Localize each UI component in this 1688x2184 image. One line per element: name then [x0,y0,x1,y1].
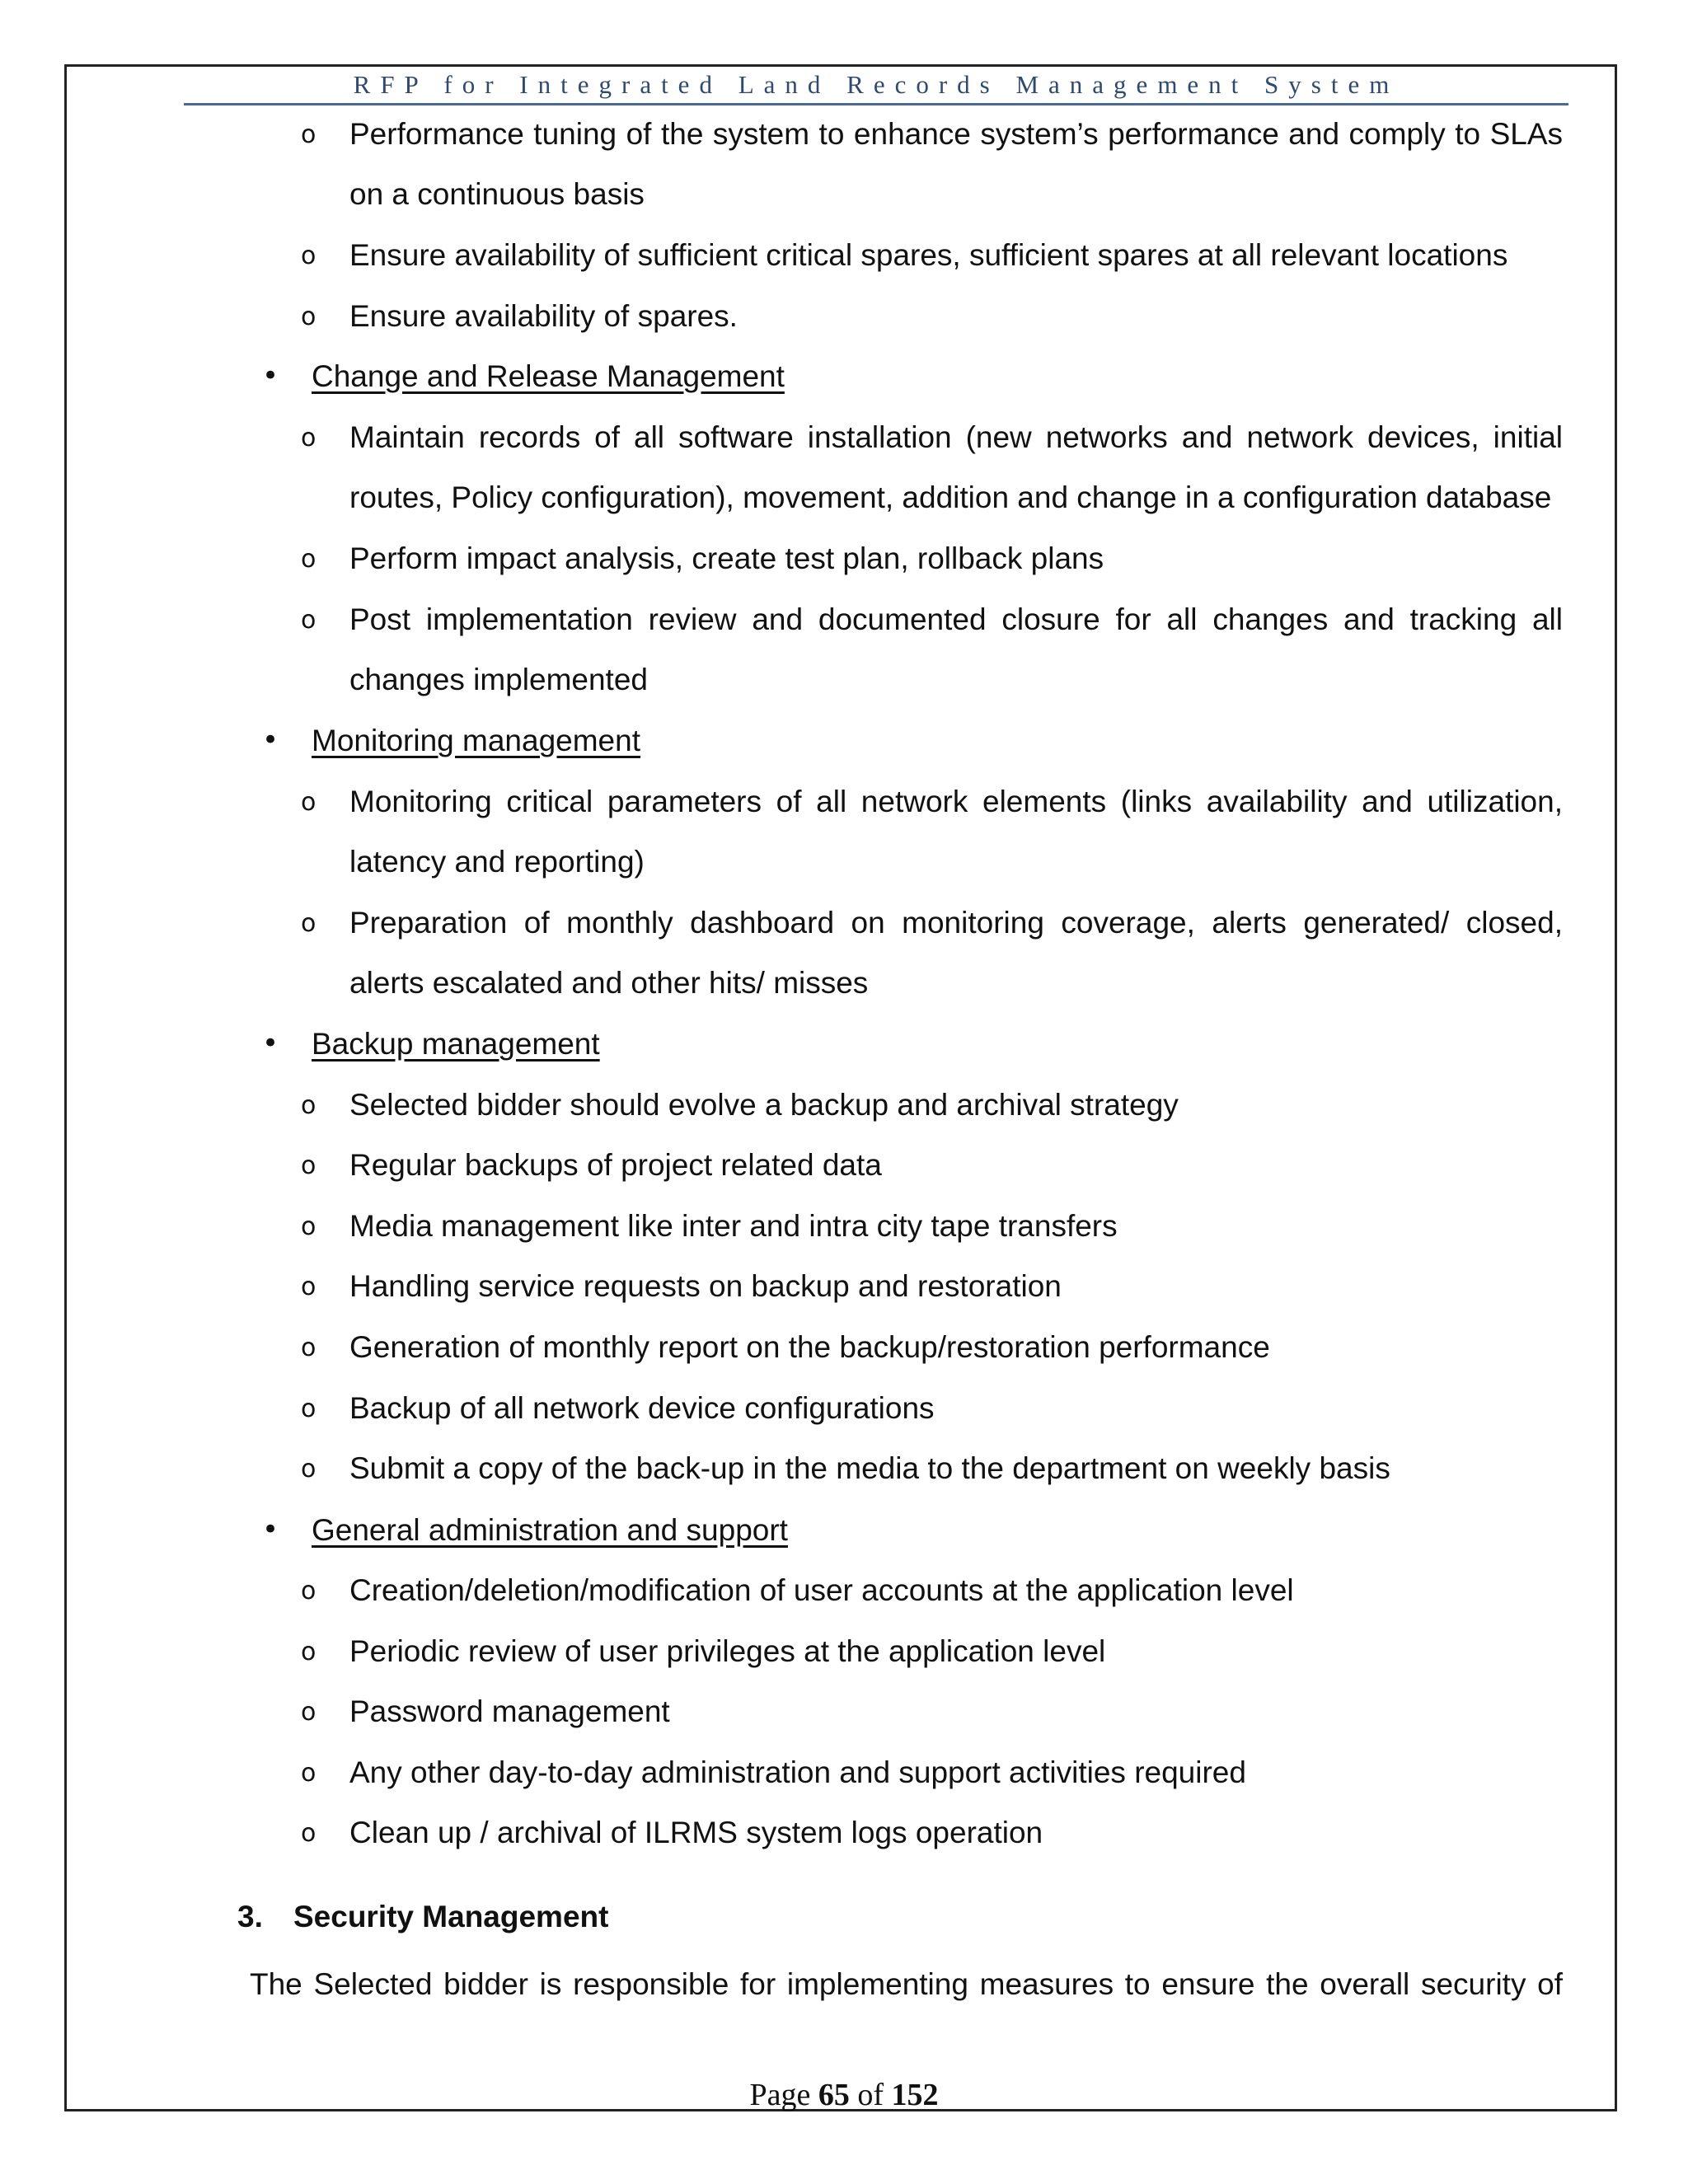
list-item: Backup of all network device configurations [349,1391,935,1425]
list-item-continuation: on a continuous basis [349,177,645,211]
sub-bullet-marker: o [301,1638,316,1666]
list-item: Ensure availability of sufficient critical spares, sufficient spares at all relevant locations [349,238,1508,272]
section-item-change-release: Change and Release Management [312,359,785,393]
list-item: Generation of monthly report on the backup/restoration performance [349,1330,1270,1364]
sub-bullet-marker: o [301,1759,316,1788]
sub-bullet-marker: o [301,424,316,452]
sub-bullet-marker: o [301,120,316,149]
section-item-monitoring: Monitoring management [312,724,640,757]
sub-bullet-marker: o [301,241,316,270]
list-item: Ensure availability of spares. [349,299,738,333]
bullet-marker: • [262,724,279,757]
footer-prefix: Page [749,2078,818,2112]
sub-bullet-marker: o [301,1333,316,1362]
list-item: Password management [349,1694,670,1728]
bullet-marker: • [262,359,279,392]
sub-bullet-marker: o [301,1272,316,1301]
sub-bullet-marker: o [301,606,316,635]
list-item: Preparation of monthly dashboard on monitoring coverage, alerts generated/ closed, [349,906,1563,940]
list-item-continuation: alerts escalated and other hits/ misses [349,966,869,1000]
total-page-count: 152 [891,2078,939,2112]
sub-bullet-marker: o [301,1698,316,1727]
current-page-number: 65 [818,2078,850,2112]
list-item: Post implementation review and documented closure for all changes and tracking all [349,602,1563,636]
list-item: Selected bidder should evolve a backup and archival strategy [349,1088,1179,1122]
sub-bullet-marker: o [301,302,316,331]
section-item-backup: Backup management [312,1027,600,1061]
list-item-continuation: changes implemented [349,663,648,696]
sub-bullet-marker: o [301,1819,316,1848]
list-item: Monitoring critical parameters of all network elements (links availability and utilization, [349,785,1563,818]
list-item: Maintain records of all software installation (new networks and network devices, initial [349,420,1563,454]
sub-bullet-marker: o [301,1455,316,1483]
running-header: RFP for Integrated Land Records Management System [353,70,1400,99]
sub-bullet-marker: o [301,788,316,817]
section-item-general-admin: General administration and support [312,1513,788,1547]
footer-middle: of [849,2078,892,2112]
list-item: Submit a copy of the back-up in the media to the department on weekly basis [349,1451,1390,1485]
list-item-continuation: routes, Policy configuration), movement, addition and change in a configuration database [349,480,1552,514]
sub-bullet-marker: o [301,1577,316,1605]
bullet-marker: • [262,1513,279,1546]
list-item: Handling service requests on backup and restoration [349,1269,1062,1303]
list-item: Perform impact analysis, create test plan, rollback plans [349,541,1104,575]
list-item: Creation/deletion/modification of user accounts at the application level [349,1573,1294,1607]
list-item: Clean up / archival of ILRMS system logs operation [349,1816,1043,1849]
sub-bullet-marker: o [301,909,316,938]
list-item: Regular backups of project related data [349,1148,882,1182]
sub-bullet-marker: o [301,545,316,574]
list-item: Periodic review of user privileges at the application level [349,1634,1106,1668]
list-item-continuation: latency and reporting) [349,845,645,879]
section-title: Security Management [293,1900,609,1933]
section-number: 3. [237,1900,263,1933]
page-footer [0,2077,1688,2113]
list-item: Performance tuning of the system to enhance system’s performance and comply to SLAs [349,117,1563,151]
list-item: Media management like inter and intra city tape transfers [349,1209,1118,1243]
section-paragraph: The Selected bidder is responsible for implementing measures to ensure the overall security of [250,1967,1563,2001]
sub-bullet-marker: o [301,1394,316,1423]
sub-bullet-marker: o [301,1212,316,1241]
sub-bullet-marker: o [301,1091,316,1120]
sub-bullet-marker: o [301,1151,316,1180]
bullet-marker: • [262,1027,279,1060]
list-item: Any other day-to-day administration and support activities required [349,1755,1246,1789]
header-rule [184,103,1568,105]
